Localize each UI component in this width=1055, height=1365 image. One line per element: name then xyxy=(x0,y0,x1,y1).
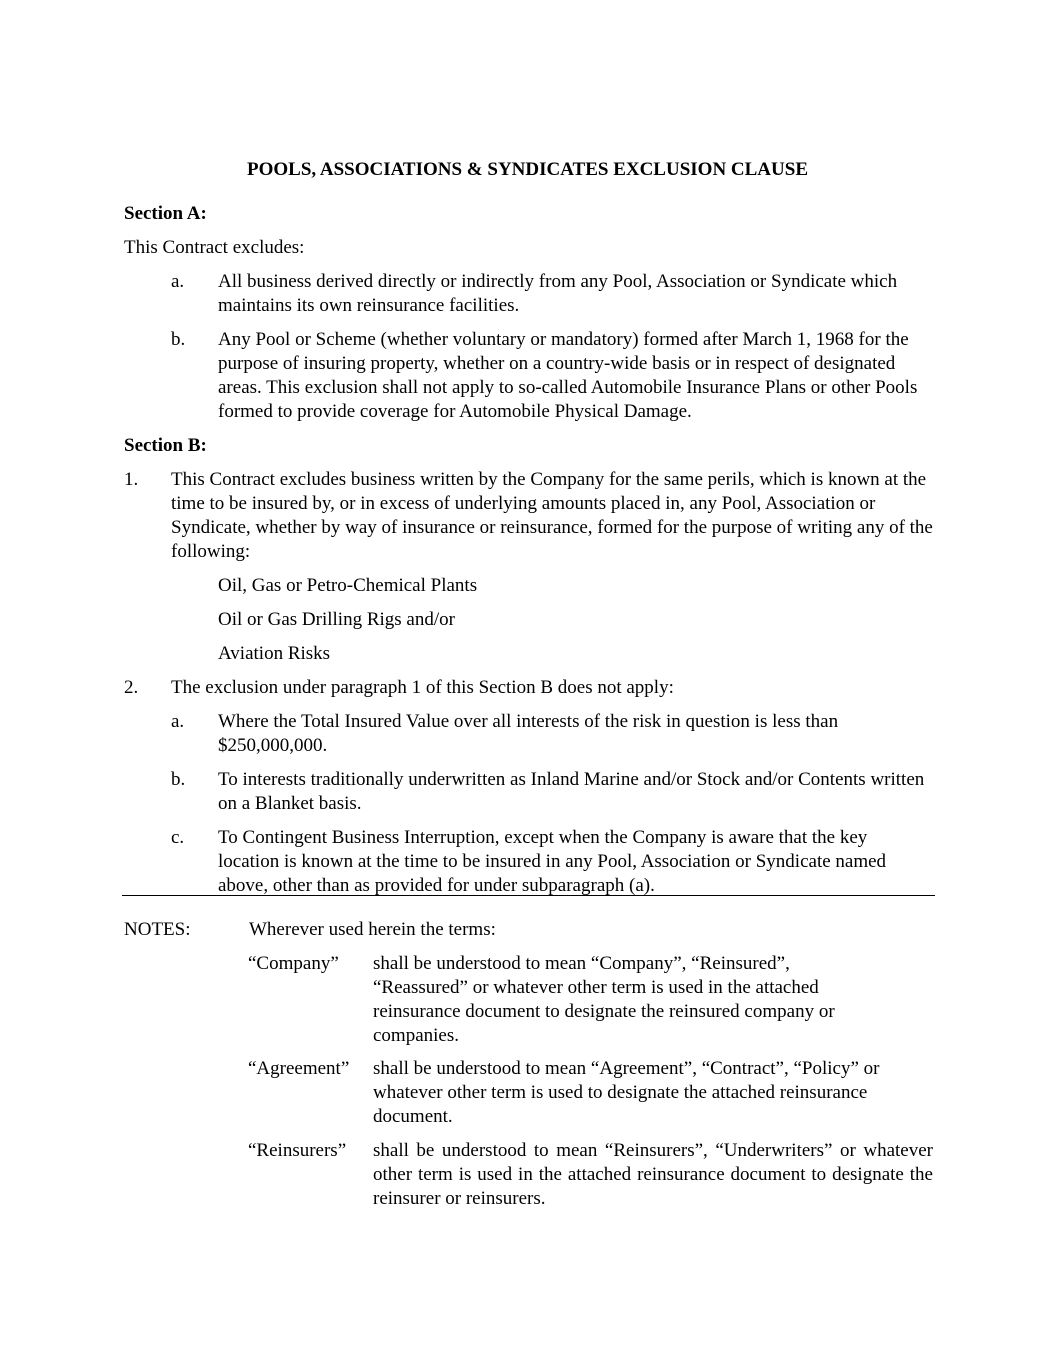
document-title: POOLS, ASSOCIATIONS & SYNDICATES EXCLUSION CLAUSE xyxy=(247,159,808,180)
paragraph-text: This Contract excludes business written by the Company for the same perils, which is known at the time to be insured by, or in excess of underlying amounts placed in, any Pool, Association or Syndicate, whether by way of insurance or reinsurance, formed for the purpose of writing any of the following: xyxy=(171,469,933,562)
item-text: To Contingent Business Interruption, except when the Company is aware that the key location is known at the time to be insured in any Pool, Association or Syndicate named above, other than as provided for under subparagraph (a). xyxy=(218,827,887,896)
section-a-heading: Section A: xyxy=(124,203,207,224)
item-marker: a. xyxy=(171,271,185,292)
definition-text-agreement: shall be understood to mean “Agreement”, “Contract”, “Policy” or whatever other term is used to designate the attached reinsurance document. xyxy=(373,1058,880,1127)
item-marker: c. xyxy=(171,827,185,848)
item-marker: a. xyxy=(171,711,185,732)
horizontal-divider xyxy=(122,895,935,896)
item-marker: b. xyxy=(171,769,186,790)
definition-term-company: “Company” xyxy=(248,953,339,974)
item-marker: b. xyxy=(171,329,186,350)
definition-term-agreement: “Agreement” xyxy=(248,1058,350,1079)
item-text: Where the Total Insured Value over all interests of the risk in question is less than $250,000,000. xyxy=(218,711,839,756)
excluded-risk-aviation: Aviation Risks xyxy=(218,643,331,664)
paragraph-marker: 1. xyxy=(124,469,139,490)
item-text: Any Pool or Scheme (whether voluntary or mandatory) formed after March 1, 1968 for the purpose of insuring property, whether on a country-wide basis or in respect of designated areas. This exclusion shall not apply to so-called Automobile Insurance Plans or other Pools formed to provide coverage for Automobile Physical Damage. xyxy=(218,329,918,422)
section-b-heading: Section B: xyxy=(124,435,207,456)
definition-text-company: shall be understood to mean “Company”, “Reinsured”, “Reassured” or whatever other term is used in the attached reinsurance document to designate the reinsured company or companies. xyxy=(373,953,835,1046)
definition-text-reinsurers: shall be understood to mean “Reinsurers”, “Underwriters” or whatever other term is used in the attached reinsurance document to designate the reinsurer or reinsurers. xyxy=(373,1140,933,1209)
item-text: All business derived directly or indirectly from any Pool, Association or Syndicate which maintains its own reinsurance facilities. xyxy=(218,271,898,316)
notes-label: NOTES: xyxy=(124,919,191,940)
item-text: To interests traditionally underwritten as Inland Marine and/or Stock and/or Contents written on a Blanket basis. xyxy=(218,769,925,814)
definition-term-reinsurers: “Reinsurers” xyxy=(248,1140,347,1161)
notes-intro: Wherever used herein the terms: xyxy=(249,919,496,940)
excluded-risk-oil-gas-plants: Oil, Gas or Petro-Chemical Plants xyxy=(218,575,478,596)
section-a-intro: This Contract excludes: xyxy=(124,237,305,258)
excluded-risk-drilling-rigs: Oil or Gas Drilling Rigs and/or xyxy=(218,609,455,630)
paragraph-text: The exclusion under paragraph 1 of this Section B does not apply: xyxy=(171,677,674,698)
paragraph-marker: 2. xyxy=(124,677,139,698)
